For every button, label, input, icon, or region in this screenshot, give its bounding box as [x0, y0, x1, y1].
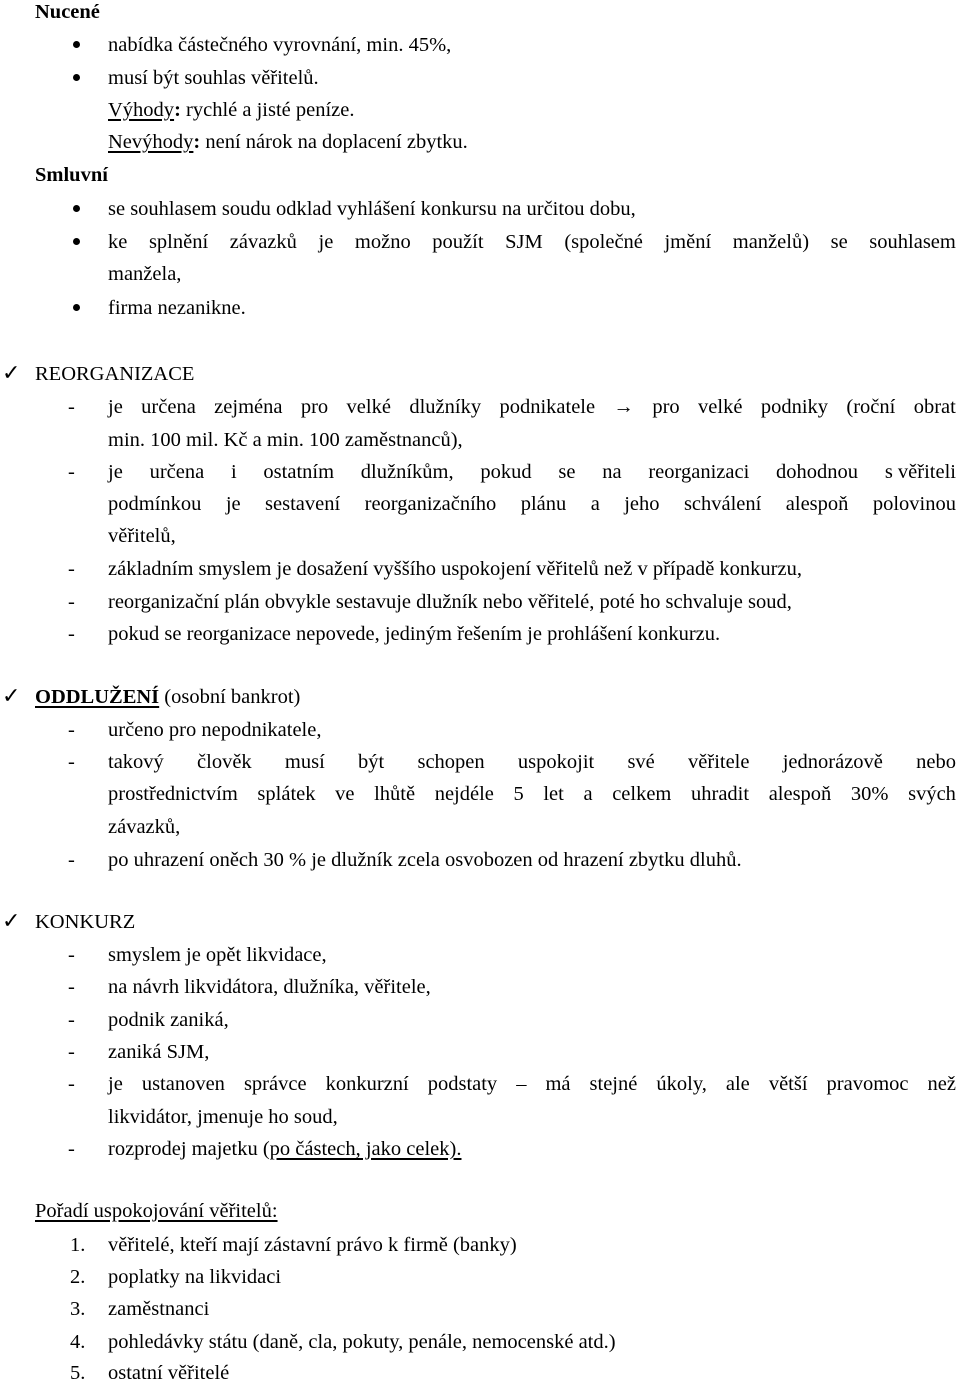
dash-icon: -	[68, 1041, 75, 1063]
reorg-item-2-line-1	[108, 460, 956, 484]
word: ke	[108, 231, 128, 253]
oddluzeni-item-1: určeno pro nepodnikatele,	[108, 719, 322, 741]
dash-icon: -	[68, 719, 75, 741]
konkurz-item-6	[108, 1137, 461, 1161]
dash-icon: -	[68, 751, 75, 773]
heading-konkurz: KONKURZ	[35, 911, 136, 933]
word: správce	[243, 1073, 307, 1095]
word: zejména	[214, 396, 283, 418]
word: jmění	[664, 231, 712, 253]
vyhody-colon: :	[174, 99, 181, 121]
word: pro	[652, 396, 680, 418]
bullet-icon	[73, 205, 80, 212]
word: 30%	[850, 783, 889, 805]
poradi-item: ostatní věřitelé	[108, 1362, 230, 1384]
word: jeho	[624, 493, 660, 515]
word: musí	[284, 751, 325, 773]
word: nebo	[916, 751, 956, 773]
word: má	[545, 1073, 571, 1095]
konkurz-item-5-line-2: likvidátor, jmenuje ho soud,	[108, 1106, 338, 1128]
smluvni-bullet-3: firma nezanikne.	[108, 297, 246, 319]
word: jednorázově	[782, 751, 883, 773]
word: uspokojit	[517, 751, 595, 773]
word: polovinou	[872, 493, 956, 515]
konkurz-item-3: podnik zaniká,	[108, 1009, 229, 1031]
nevyhody-colon: :	[193, 131, 201, 153]
word: schválení	[683, 493, 762, 515]
word: se	[558, 461, 576, 483]
word: alespoň	[785, 493, 849, 515]
word: je	[108, 1073, 123, 1095]
word: s věřiteli	[884, 461, 956, 483]
konkurz-item-1: smyslem je opět likvidace,	[108, 944, 327, 966]
word: ale	[725, 1073, 750, 1095]
word: a	[590, 493, 600, 515]
poradi-number: 4.	[70, 1331, 86, 1353]
word: věřitele	[688, 751, 750, 773]
word: větší	[768, 1073, 808, 1095]
oddluzeni-title: ODDLUŽENÍ	[35, 686, 160, 708]
bullet-icon	[73, 238, 80, 245]
oddluzeni-item-2-line-2	[108, 782, 956, 806]
word: být	[358, 751, 385, 773]
reorg-item-2-line-2	[108, 492, 956, 516]
word: ostatním	[263, 461, 335, 483]
word: se	[830, 231, 848, 253]
word: i	[230, 461, 237, 483]
bullet-icon	[73, 74, 80, 81]
word: souhlasem	[869, 231, 956, 253]
word: určena	[141, 396, 196, 418]
word: takový	[108, 751, 164, 773]
nucene-bullet-1: nabídka částečného vyrovnání, min. 45%,	[108, 34, 452, 56]
heading-poradi: Pořadí uspokojování věřitelů:	[35, 1200, 278, 1222]
word: celkem	[612, 783, 672, 805]
konkurz-item-6-underlined: po částech, jako celek).	[269, 1138, 462, 1160]
word: splátek	[257, 783, 316, 805]
word: splnění	[148, 231, 209, 253]
nucene-vyhody	[108, 98, 355, 122]
heading-nucene: Nucené	[35, 1, 100, 23]
reorg-item-3: základním smyslem je dosažení vyššího uspokojení věřitelů než v případě konkurzu,	[108, 558, 802, 580]
poradi-item: věřitelé, kteří mají zástavní právo k firmě (banky)	[108, 1234, 517, 1256]
bullet-icon	[73, 304, 80, 311]
oddluzeni-subtitle: (osobní bankrot)	[159, 686, 301, 708]
word: alespoň	[768, 783, 832, 805]
oddluzeni-item-2-line-1	[108, 750, 956, 774]
heading-oddluzeni	[35, 685, 300, 709]
poradi-item: pohledávky státu (daně, cla, pokuty, penále, nemocenské atd.)	[108, 1331, 616, 1353]
word: podmínkou	[108, 493, 202, 515]
konkurz-item-6-prefix: rozprodej majetku (	[108, 1138, 270, 1160]
dash-icon: -	[68, 944, 75, 966]
word: úkoly,	[656, 1073, 707, 1095]
konkurz-item-5-line-1	[108, 1072, 956, 1096]
word: reorganizačního	[364, 493, 497, 515]
word: nejdéle	[434, 783, 494, 805]
dash-icon: -	[68, 976, 75, 998]
word: je	[318, 231, 334, 253]
check-icon: ✓	[2, 684, 21, 709]
dash-icon: -	[68, 1138, 75, 1160]
word: obrat	[913, 396, 956, 418]
word: a	[583, 783, 593, 805]
word: svých	[908, 783, 956, 805]
word: podniky	[760, 396, 829, 418]
word: manželů)	[732, 231, 810, 253]
word: lhůtě	[374, 783, 416, 805]
word: člověk	[197, 751, 252, 773]
word: uhradit	[691, 783, 750, 805]
word: možno	[354, 231, 411, 253]
check-icon: ✓	[2, 909, 21, 934]
word: →	[613, 396, 634, 418]
word: na	[602, 461, 622, 483]
vyhody-label: Výhody	[108, 99, 175, 121]
poradi-number: 5.	[70, 1362, 86, 1384]
dash-icon: -	[68, 591, 75, 613]
poradi-number: 2.	[70, 1266, 86, 1288]
word: je	[108, 461, 123, 483]
word: SJM	[505, 231, 543, 253]
poradi-number: 1.	[70, 1234, 86, 1256]
word: konkurzní	[325, 1073, 409, 1095]
smluvni-bullet-2-line-2: manžela,	[108, 263, 182, 285]
word: podnikatele	[499, 396, 596, 418]
word: pro	[300, 396, 329, 418]
word: své	[627, 751, 655, 773]
smluvni-bullet-2-line-1	[108, 230, 956, 254]
word: stejné	[589, 1073, 638, 1095]
word: určena	[149, 461, 205, 483]
nucene-bullet-2: musí být souhlas věřitelů.	[108, 67, 319, 89]
dash-icon: -	[68, 1009, 75, 1031]
konkurz-item-4: zaniká SJM,	[108, 1041, 210, 1063]
word: pravomoc	[826, 1073, 909, 1095]
reorg-item-1-line-2: min. 100 mil. Kč a min. 100 zaměstnanců),	[108, 429, 463, 451]
word: let	[543, 783, 564, 805]
dash-icon: -	[68, 558, 75, 580]
nevyhody-text: není nárok na doplacení zbytku.	[200, 131, 468, 153]
word: ustanoven	[141, 1073, 225, 1095]
word: velké	[698, 396, 743, 418]
reorg-item-4: reorganizační plán obvykle sestavuje dlužník nebo věřitelé, poté ho schvaluje soud,	[108, 591, 792, 613]
poradi-number: 3.	[70, 1298, 86, 1320]
poradi-item: zaměstnanci	[108, 1298, 210, 1320]
nevyhody-label: Nevýhody	[108, 131, 194, 153]
dash-icon: -	[68, 461, 75, 483]
word: sestavení	[265, 493, 341, 515]
konkurz-item-2: na návrh likvidátora, dlužníka, věřitele,	[108, 976, 431, 998]
poradi-item: poplatky na likvidaci	[108, 1266, 282, 1288]
word: je	[108, 396, 123, 418]
word: (společné	[564, 231, 643, 253]
word: –	[516, 1073, 527, 1095]
heading-reorganizace: REORGANIZACE	[35, 363, 195, 385]
word: použít	[432, 231, 484, 253]
word: pokud	[480, 461, 532, 483]
heading-smluvni: Smluvní	[35, 164, 108, 186]
reorg-item-2-line-3: věřitelů,	[108, 525, 176, 547]
word: ve	[335, 783, 355, 805]
word: podstaty	[427, 1073, 498, 1095]
reorg-item-1-line-1	[108, 395, 956, 419]
dash-icon: -	[68, 623, 75, 645]
word: než	[927, 1073, 956, 1095]
dash-icon: -	[68, 1073, 75, 1095]
word: je	[225, 493, 241, 515]
smluvni-bullet-1: se souhlasem soudu odklad vyhlášení konkursu na určitou dobu,	[108, 198, 636, 220]
word: závazků	[229, 231, 297, 253]
dash-icon: -	[68, 849, 75, 871]
dash-icon: -	[68, 396, 75, 418]
oddluzeni-item-2-line-3: závazků,	[108, 816, 181, 838]
vyhody-text: rychlé a jisté peníze.	[180, 99, 355, 121]
bullet-icon	[73, 41, 80, 48]
word: dlužníkům,	[360, 461, 454, 483]
word: dohodnou	[776, 461, 859, 483]
word: reorganizaci	[648, 461, 750, 483]
word: (roční	[846, 396, 896, 418]
word: schopen	[417, 751, 485, 773]
nucene-nevyhody	[108, 130, 468, 154]
reorg-item-5: pokud se reorganizace nepovede, jediným řešením je prohlášení konkurzu.	[108, 623, 721, 645]
check-icon: ✓	[2, 361, 21, 386]
oddluzeni-item-3: po uhrazení oněch 30 % je dlužník zcela osvobozen od hrazení zbytku dluhů.	[108, 849, 742, 871]
word: dlužníky	[409, 396, 482, 418]
word: plánu	[520, 493, 567, 515]
word: velké	[346, 396, 391, 418]
word: prostřednictvím	[108, 783, 238, 805]
word: 5	[513, 783, 524, 805]
